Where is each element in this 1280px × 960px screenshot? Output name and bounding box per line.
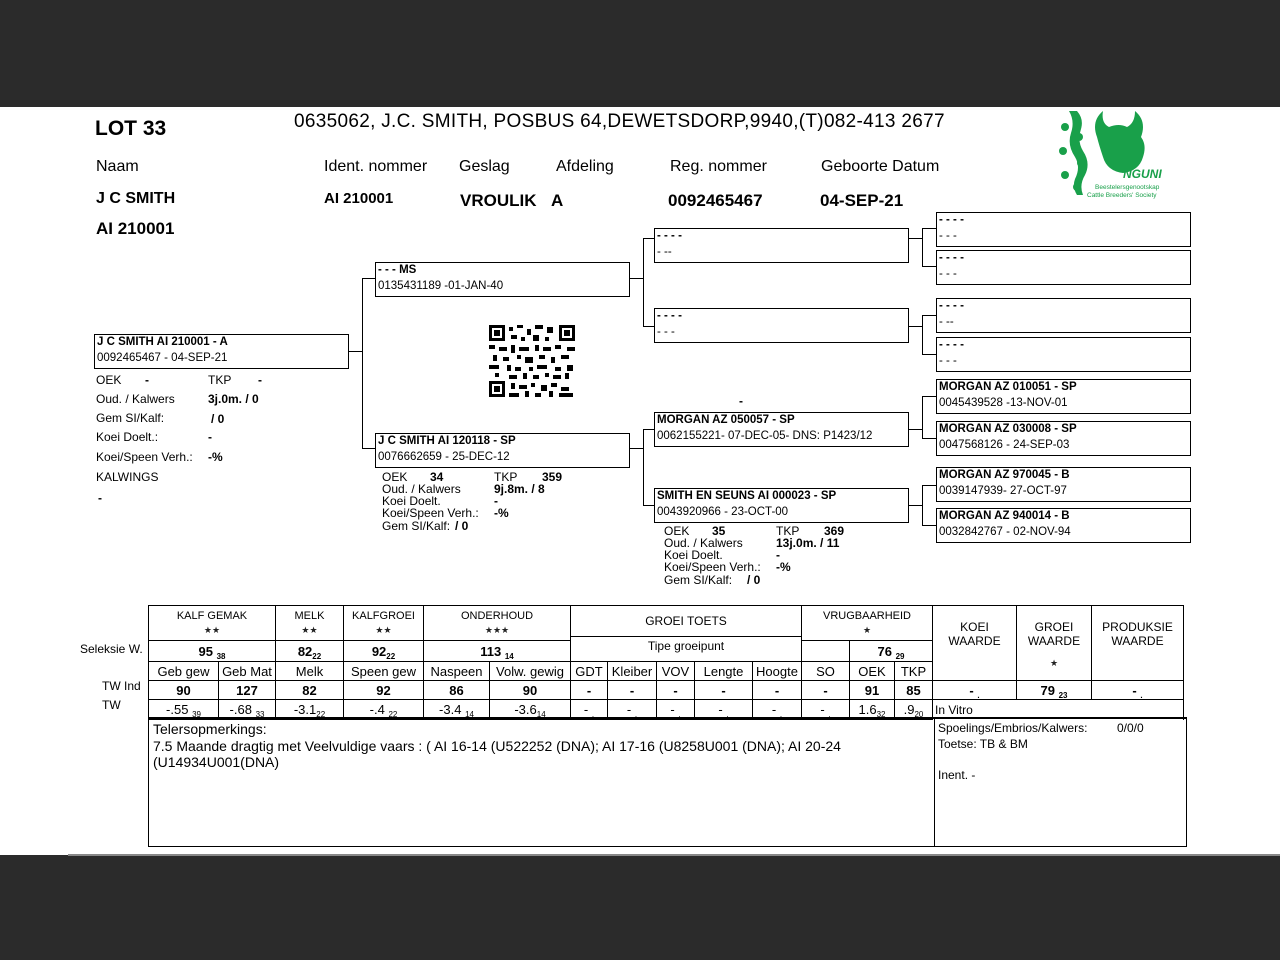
geslag-label: Geslag <box>459 158 510 175</box>
animal-doelt: - <box>208 430 212 444</box>
pedigree-box-ss: - - - - - -- <box>654 228 909 263</box>
produksie-waarde-value: - $_.$ <box>1092 681 1184 700</box>
afdeling-label: Afdeling <box>556 158 614 175</box>
ident-value: AI 210001 <box>324 190 394 207</box>
qr-code-icon <box>489 325 575 397</box>
spoelings-label: Spoelings/Embrios/Kalwers: <box>938 721 1088 735</box>
group-onderhoud: ONDERHOUD ★★★ <box>424 606 571 641</box>
geboorte-value: 04-SEP-21 <box>820 191 904 210</box>
sel-vrugbaarheid: 76 $_{29}$ <box>850 641 933 662</box>
naam-label: Naam <box>96 158 139 175</box>
dam-tkp: 359 <box>542 470 563 484</box>
groei-waarde-value: 79 $_{23}$ <box>1017 681 1092 700</box>
dam-doelt: - <box>494 494 498 508</box>
dam-oek: 34 <box>430 470 444 484</box>
animal-reg: 0092465467 - 04-SEP-21 <box>97 352 228 364</box>
naam-value: J C SMITH <box>96 190 176 207</box>
tw-row: -.55 $_{39}$ -.68 $_{33}$ $-3.1_{22}$ -.4 $_{22}$ -3.4 $_{14}$ $-3.6_{14}$ - $_.$ - $_.$ - $_.$ - $_.$ - $_.$ - $_.$ $1.6_{32}$ $.9_{20}$ In Vitro <box>149 700 1184 720</box>
pedigree-box-ds: MORGAN AZ 050057 - SP 0062155221- 07-DEC-05- DNS: P1423/12 <box>654 412 909 447</box>
pedigree-box-g3-2: - - - - - - - <box>936 250 1191 285</box>
koei-waarde-value: - $_.$ <box>933 681 1017 700</box>
dam-name: J C SMITH AI 120118 - SP <box>378 435 516 447</box>
gdam-oud: 13j.0m. / 11 <box>776 536 840 550</box>
gdam-speen: -% <box>776 560 791 574</box>
ident-label: Ident. nommer <box>324 158 428 175</box>
gen2-dash: - <box>739 394 743 408</box>
group-melk: MELK ★★ <box>276 606 344 641</box>
group-groei-toets: GROEI TOETS Tipe groeipunt <box>571 606 802 662</box>
nguni-logo: NGUNI Beestelersgenootskap Cattle Breeders' Society <box>1055 107 1175 202</box>
gdam-tkp: 369 <box>824 524 845 538</box>
afdeling-value: A <box>551 191 564 210</box>
geslag-value: VROULIK <box>460 191 537 210</box>
animal-speen: -% <box>208 450 223 464</box>
reg-label: Reg. nommer <box>670 158 767 175</box>
animal-gem: / 0 <box>211 412 225 426</box>
animal-oud: 3j.0m. / 0 <box>208 392 259 406</box>
pedigree-box-g3-1: - - - - - - - <box>936 212 1191 247</box>
in-vitro: In Vitro <box>933 700 1184 720</box>
group-vrugbaarheid: VRUGBAARHEID ★ <box>802 606 933 641</box>
inent: Inent. - <box>938 768 976 782</box>
row-label-twind: TW Ind <box>102 679 141 693</box>
twind-row: 90 127 82 92 86 90 - - - - - - 91 85 - $_.$ 79 $_{23}$ - $_.$ <box>149 681 1184 700</box>
sel-kalf: 95 $_{38}$ <box>149 641 276 662</box>
sel-kalfgroei: $92_{22}$ <box>344 641 424 662</box>
side-box <box>934 717 1187 847</box>
gdam-gem: / 0 <box>747 573 761 587</box>
animal-kalwings: - <box>98 491 102 505</box>
produksie-waarde: PRODUKSIE WAARDE <box>1092 606 1184 681</box>
dam-speen: -% <box>494 506 509 520</box>
row-label-tw: TW <box>102 698 121 712</box>
reg-value: 0092465467 <box>668 191 763 210</box>
dam-box <box>375 433 630 468</box>
lot-number: LOT 33 <box>95 117 167 140</box>
pedigree-sheet: LOT 33 0635062, J.C. SMITH, POSBUS 64,DEWETSDORP,9940,(T)082-413 2677 NGUNI Beestelersgenootskap Cattle Breeders' Society Naam Ident. nommer Geslag Afdeling Reg. nommer Geboorte Datum J C SMITH AI 210001 AI 210001 VROULIK A 0092465467 04-SEP-21 J C SMITH AI 210001 - A 0092465467 - 04-SEP-21 OEK - TKP - Oud. / Kalwers 3j.0m. / 0 Gem SI/Kalf: / 0 Koei Doelt.: - Koei/Speen Verh.: -% KALWINGS - - - - MS 0135431189 -01-JAN-40 J C SMITH AI 120118 - SP 0076662659 - 25-DEC-12 OEK 34 TKP 359 Oud. / Kalwers 9j.8m. / 8 Koei Doelt. - Koei/Speen Verh.: -% Gem SI/Kalf: / 0 - - - - - -- - - - - - - - - MORGAN AZ 050057 - SP 0062155221- 07-DEC-05- DNS: P1423/12 SMITH EN SEUNS AI 000023 - SP 0043920966 - 23-OCT-00 OEK 35 TKP 369 Oud. / Kalwers 13j.0m. / 11 Koei Doelt. - Koei/Speen Verh.: -% Gem SI/Kalf: / 0 - - - - - - - - - - - - - - - - - - - -- - - - - - - - MORGAN AZ 010051 - SP 0045439528 -13-NOV-01 MORGAN AZ 030008 - SP 0047568126 - 24-SEP-03 MORGAN AZ 970045 - B 0039147939- 27-OCT-97 MORGAN AZ 940014 - B 0032842767 - 02-NOV-94 Seleksie W. TW Ind TW KALF GEMAK ★★ MELK ★★ KALFGROEI ★★ ONDERHOUD ★★★ GROEI TOETS Tipe groeipunt VRUGBAARHEID ★ KOEI WAARDE GROEI WAARDE ★ PRODUKSIE WAARDE 95 $_{38}$ $82_{22}$ $92_{22}$ 113 $_{14}$ 76 $_{29}$ Geb gew Geb Mat Melk Speen gew Naspeen Volw. gewig GDT Kleiber VOV Lengte Hoogte SO OEK TKP 90 127 82 92 86 90 - - - - - - 91 85 - $_.$ 79 $_{23}$ - $_.$ -.55 $_{39}$ -.68 $_{33}$ $-3.1_{22}$ -.4 $_{22}$ -3.4 $_{14}$ $-3.6_{14}$ - $_.$ - $_.$ - $_.$ - $_.$ - $_.$ - $_.$ $1.6_{32}$ $.9_{20}$ In Vitro Telersopmerkings: 7.5 Maande dragtig met Veelvuldige vaars : ( AI 16-14 (U522252 (DNA); AI 17-16 (U8258U001 (DNA); AI 20-24 (U14934U001(DNA) Spoelings/Embrios/Kalwers: 0/0/0 Toetse: TB & BM Inent. - <box>0 107 1280 855</box>
pedigree-box-g3-6: MORGAN AZ 030008 - SP 0047568126 - 24-SEP-03 <box>936 421 1191 456</box>
animal-oek: - <box>145 373 149 387</box>
remarks-label: Telersopmerkings: <box>153 721 267 737</box>
row-label-seleksie: Seleksie W. <box>80 642 143 656</box>
sel-onderhoud: 113 $_{14}$ <box>424 641 571 662</box>
toetse: Toetse: TB & BM <box>938 737 1028 751</box>
dam-gem: / 0 <box>455 519 469 533</box>
trait-row: Geb gew Geb Mat Melk Speen gew Naspeen Volw. gewig GDT Kleiber VOV Lengte Hoogte SO OEK TKP <box>149 662 1184 681</box>
koei-waarde: KOEI WAARDE <box>933 606 1017 681</box>
group-kalf-gemak: KALF GEMAK ★★ <box>149 606 276 641</box>
remarks-box <box>148 717 935 847</box>
pedigree-box-g3-3: - - - - - -- <box>936 298 1191 333</box>
pedigree-box-dd: SMITH EN SEUNS AI 000023 - SP 0043920966 - 23-OCT-00 <box>654 488 909 523</box>
pedigree-box-g3-8: MORGAN AZ 940014 - B 0032842767 - 02-NOV-94 <box>936 508 1191 543</box>
dam-reg: 0076662659 - 25-DEC-12 <box>378 451 510 463</box>
naam-value-2: AI 210001 <box>96 219 175 238</box>
sire-reg: 0135431189 -01-JAN-40 <box>378 280 504 292</box>
groei-waarde: GROEI WAARDE ★ <box>1017 606 1092 681</box>
spoelings-value: 0/0/0 <box>1117 721 1144 735</box>
group-kalfgroei: KALFGROEI ★★ <box>344 606 424 641</box>
geboorte-label: Geboorte Datum <box>821 158 940 175</box>
owner-address: 0635062, J.C. SMITH, POSBUS 64,DEWETSDORP,9940,(T)082-413 2677 <box>294 111 945 132</box>
animal-box <box>94 334 349 369</box>
pedigree-box-g3-7: MORGAN AZ 970045 - B 0039147939- 27-OCT-97 <box>936 467 1191 502</box>
animal-name: J C SMITH AI 210001 - A <box>97 336 228 348</box>
animal-tkp: - <box>258 373 262 387</box>
pedigree-box-g3-4: - - - - - - - <box>936 337 1191 372</box>
sire-box <box>375 262 630 297</box>
gdam-doelt: - <box>776 548 780 562</box>
pedigree-box-g3-5: MORGAN AZ 010051 - SP 0045439528 -13-NOV-01 <box>936 379 1191 414</box>
sel-melk: $82_{22}$ <box>276 641 344 662</box>
evaluation-table <box>148 605 1184 720</box>
remarks-text: 7.5 Maande dragtig met Veelvuldige vaars : ( AI 16-14 (U522252 (DNA); AI 17-16 (U8258U001 (DNA); AI 20-24 (U14934U001(DNA) <box>153 738 841 770</box>
gdam-oek: 35 <box>712 524 726 538</box>
pedigree-box-sd: - - - - - - - <box>654 308 909 343</box>
sire-name: - - - MS <box>378 264 417 276</box>
dam-oud: 9j.8m. / 8 <box>494 482 545 496</box>
